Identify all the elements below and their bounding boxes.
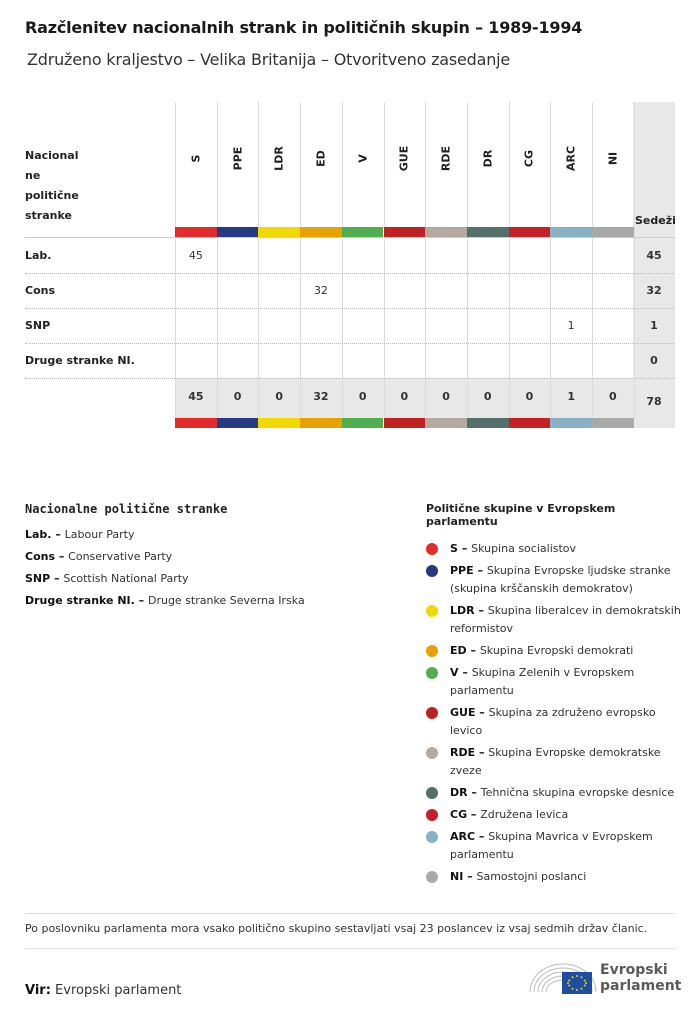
column-divider — [384, 102, 385, 418]
group-legend-abbr: CG – — [450, 808, 481, 821]
group-legend-abbr: ED – — [450, 644, 480, 657]
group-legend-item — [426, 806, 686, 824]
seats-cell: 45 — [646, 249, 662, 262]
group-legend-item — [426, 562, 686, 598]
party-legend-abbr: SNP – — [25, 572, 64, 585]
group-legend-name: Skupina Evropske ljudske stranke (skupina krščanskih demokratov) — [450, 564, 671, 595]
column-divider — [300, 102, 301, 418]
group-header-ldr: LDR — [272, 146, 286, 171]
row-header-line: ne — [25, 169, 41, 182]
party-legend-title: Nacionalne politične stranke — [25, 502, 228, 516]
group-color-dot-icon — [426, 707, 438, 719]
total-cell: 0 — [609, 390, 617, 403]
group-legend-item — [426, 540, 686, 558]
group-color-bar — [467, 418, 509, 428]
group-legend-abbr: ARC – — [450, 830, 489, 843]
group-color-dot-icon — [426, 543, 438, 555]
group-legend-item — [426, 602, 686, 638]
group-header-ppe: PPE — [231, 146, 245, 171]
source-label: Vir: — [25, 983, 51, 998]
group-color-bar — [342, 227, 384, 237]
ep-logo-line: parlament — [600, 978, 682, 994]
party-legend-abbr: Druge stranke NI. – — [25, 594, 148, 607]
footnote: Po poslovniku parlamenta mora vsako politično skupino sestavljati vsaj 23 poslancev iz vsaj sedmih držav članic. — [25, 922, 648, 935]
party-legend-abbr: Cons – — [25, 550, 69, 563]
group-legend-item — [426, 642, 686, 660]
group-header-ed: ED — [314, 150, 328, 167]
group-legend-item — [426, 664, 686, 700]
group-legend-abbr: PPE – — [450, 564, 487, 577]
group-color-bar — [467, 227, 509, 237]
total-cell: 0 — [400, 390, 409, 403]
group-header-dr: DR — [481, 149, 495, 168]
party-legend-item — [25, 550, 385, 572]
table-cell: 1 — [567, 319, 575, 332]
group-color-bar — [384, 227, 426, 237]
column-divider — [509, 102, 510, 418]
total-cell: 0 — [358, 390, 367, 403]
group-color-bar — [550, 418, 592, 428]
group-legend-name: Združena levica — [480, 808, 569, 821]
row-divider — [25, 343, 675, 344]
group-legend-abbr: NI – — [450, 870, 477, 883]
column-divider — [467, 102, 468, 418]
group-color-bar — [258, 227, 300, 237]
party-legend-name: Druge stranke Severna Irska — [147, 594, 305, 607]
group-color-bar — [258, 418, 300, 428]
total-cell: 0 — [275, 390, 284, 403]
page-title: Razčlenitev nacionalnih strank in političnih skupin – 1989-1994 — [25, 18, 583, 37]
group-color-bar — [300, 227, 342, 237]
group-legend-item — [426, 704, 686, 740]
group-header-s: S — [189, 154, 203, 163]
row-header-line: politične — [25, 189, 79, 202]
group-legend-abbr: RDE – — [450, 746, 489, 759]
group-legend-name: Skupina Evropske demokratske zveze — [450, 746, 661, 777]
group-color-bar — [425, 227, 467, 237]
group-legend-abbr: S – — [450, 542, 472, 555]
row-header-label — [25, 146, 79, 226]
page-subtitle: Združeno kraljestvo – Velika Britanija – Otvoritveno zasedanje — [27, 50, 511, 69]
party-legend-name: Conservative Party — [68, 550, 173, 563]
source — [25, 983, 181, 998]
seats-cell: 1 — [650, 319, 658, 332]
group-legend-name: Skupina Evropski demokrati — [479, 644, 634, 657]
total-cell: 0 — [442, 390, 450, 403]
group-color-bar — [217, 418, 259, 428]
header-rule — [25, 237, 675, 238]
group-header-gue: GUE — [397, 145, 411, 172]
breakdown-table — [25, 102, 675, 432]
divider — [25, 913, 675, 914]
total-cell: 1 — [567, 390, 575, 403]
party-row-label: Lab. — [25, 249, 52, 262]
row-divider — [25, 273, 675, 274]
group-color-dot-icon — [426, 605, 438, 617]
group-color-bar — [509, 227, 551, 237]
total-cell: 0 — [483, 390, 492, 403]
group-legend-item — [426, 784, 686, 802]
group-legend-title: Politične skupine v Evropskem parlamentu — [426, 502, 616, 528]
group-legend-name: Samostojni poslanci — [476, 870, 587, 883]
group-legend-name: Skupina za združeno evropsko levico — [450, 706, 656, 737]
group-legend-abbr: LDR – — [450, 604, 488, 617]
group-color-bar — [175, 418, 217, 428]
table-cell: 45 — [188, 249, 203, 262]
party-legend-item — [25, 594, 385, 616]
group-legend-abbr: DR – — [450, 786, 481, 799]
row-divider — [25, 308, 675, 309]
group-header-cg: CG — [522, 149, 536, 168]
group-legend-name: Skupina socialistov — [471, 542, 577, 555]
row-header-line: stranke — [25, 209, 72, 222]
group-color-bar — [425, 418, 467, 428]
seats-cell: 32 — [646, 284, 662, 297]
group-legend — [426, 502, 686, 890]
row-header-line: Nacional — [25, 149, 79, 162]
group-color-bar — [300, 418, 342, 428]
group-header-rde: RDE — [439, 145, 453, 172]
group-color-dot-icon — [426, 645, 438, 657]
group-color-bar — [217, 227, 259, 237]
hemicycle-icon — [528, 956, 598, 998]
group-legend-name: Skupina Zelenih v Evropskem parlamentu — [450, 666, 635, 697]
party-row-label: SNP — [25, 319, 51, 332]
seats-cell: 0 — [650, 354, 658, 367]
group-legend-name: Tehnična skupina evropske desnice — [480, 786, 675, 799]
table-cell: 32 — [313, 284, 328, 297]
total-cell: 0 — [233, 390, 242, 403]
group-header-v: V — [356, 154, 370, 163]
column-divider — [258, 102, 259, 418]
group-legend-abbr: GUE – — [450, 706, 489, 719]
column-divider — [425, 102, 426, 418]
group-legend-item — [426, 744, 686, 780]
total-seats-cell: 78 — [646, 395, 662, 408]
group-color-bar — [509, 418, 551, 428]
divider — [25, 948, 675, 949]
group-color-dot-icon — [426, 787, 438, 799]
group-header-ni: NI — [606, 151, 620, 166]
seats-header: Sedeži — [635, 214, 676, 227]
party-legend-name: Labour Party — [64, 528, 135, 541]
group-color-bar — [175, 227, 217, 237]
total-cell: 45 — [188, 390, 204, 403]
group-color-dot-icon — [426, 565, 438, 577]
total-cell: 32 — [313, 390, 329, 403]
group-color-bar — [592, 227, 634, 237]
ep-logo-line: Evropski — [600, 962, 668, 978]
ep-logo-text — [600, 962, 681, 994]
group-color-bar — [592, 418, 634, 428]
column-divider — [217, 102, 218, 418]
group-legend-name: Skupina liberalcev in demokratskih reformistov — [450, 604, 681, 635]
source-value: Evropski parlament — [55, 983, 182, 998]
party-legend — [25, 502, 385, 616]
group-color-dot-icon — [426, 871, 438, 883]
group-header-arc: ARC — [564, 145, 578, 172]
column-divider — [342, 102, 343, 418]
party-row-label: Druge stranke NI. — [25, 354, 135, 367]
party-legend-abbr: Lab. – — [25, 528, 65, 541]
group-color-dot-icon — [426, 831, 438, 843]
total-cell: 0 — [525, 390, 534, 403]
row-divider — [25, 378, 675, 379]
column-divider — [592, 102, 593, 418]
party-legend-item — [25, 572, 385, 594]
group-color-bar — [384, 418, 426, 428]
party-legend-name: Scottish National Party — [63, 572, 189, 585]
column-divider — [550, 102, 551, 418]
group-legend-name: Skupina Mavrica v Evropskem parlamentu — [450, 830, 653, 861]
group-color-dot-icon — [426, 809, 438, 821]
party-row-label: Cons — [25, 284, 56, 297]
group-color-bar — [550, 227, 592, 237]
party-legend-item — [25, 528, 385, 550]
group-color-dot-icon — [426, 667, 438, 679]
group-legend-item — [426, 828, 686, 864]
group-color-dot-icon — [426, 747, 438, 759]
group-legend-abbr: V – — [450, 666, 472, 679]
group-legend-item — [426, 868, 686, 886]
group-color-bar — [342, 418, 384, 428]
